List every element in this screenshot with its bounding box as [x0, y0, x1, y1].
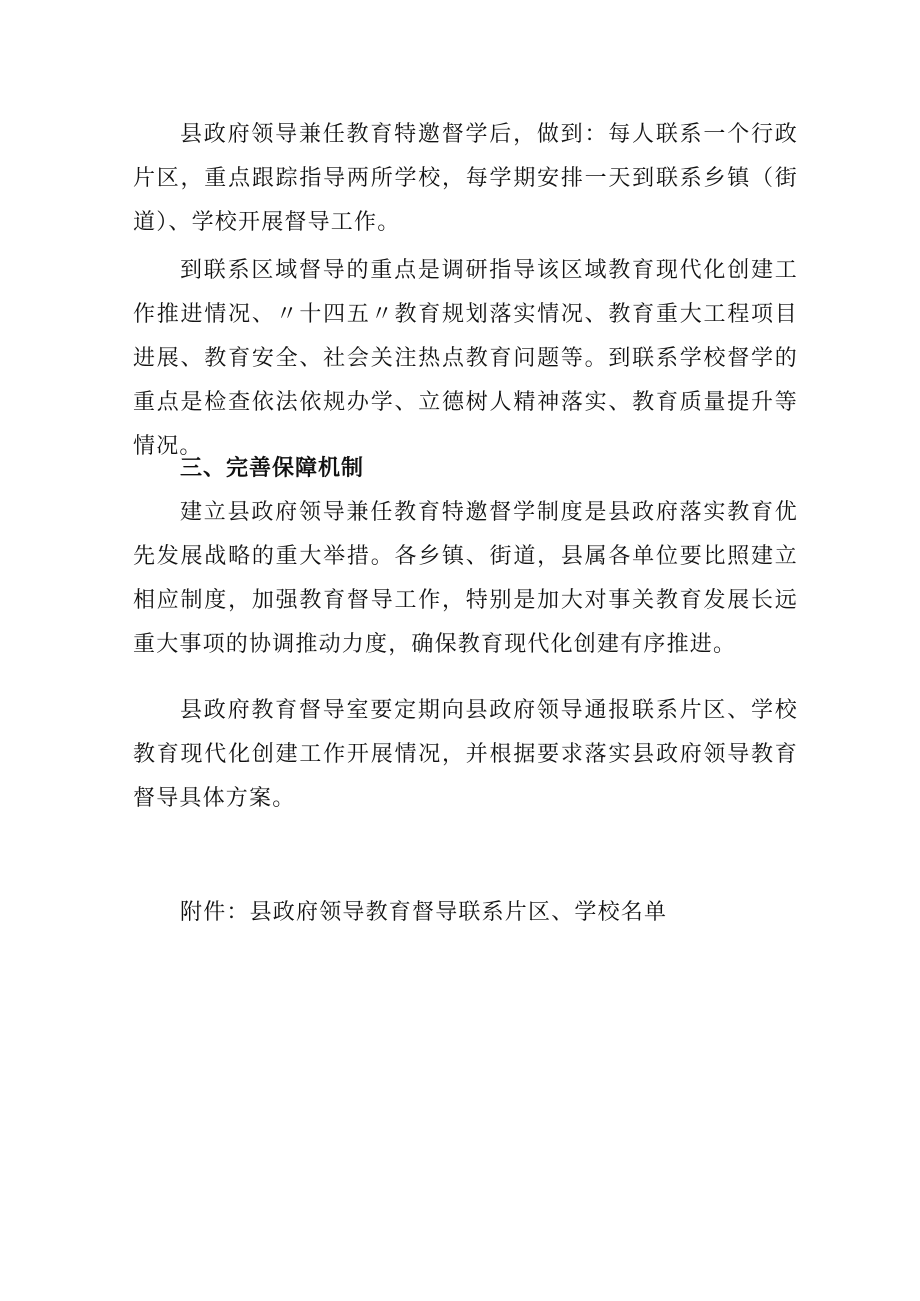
- paragraph-supervision-duties: 县政府领导兼任教育特邀督学后，做到：每人联系一个行政片区，重点跟踪指导两所学校，每学期安排一天到联系乡镇（街道）、学校开展督导工作。: [133, 122, 798, 235]
- attachment-note: 附件：县政府领导教育督导联系片区、学校名单: [180, 900, 668, 925]
- paragraph-system-establishment: 建立县政府领导兼任教育特邀督学制度是县政府落实教育优先发展战略的重大举措。各乡镇、街道，县属各单位要比照建立相应制度，加强教育督导工作，特别是加大对事关教育发展长远重大事项的协调推动力度，确保教育现代化创建有序推进。: [133, 500, 798, 657]
- paragraph-supervision-focus: 到联系区域督导的重点是调研指导该区域教育现代化创建工作推进情况、〃十四五〃教育规划落实情况、教育重大工程项目进展、教育安全、社会关注热点教育问题等。到联系学校督学的重点是检查依法依规办学、立德树人精神落实、教育质量提升等情况。: [133, 258, 798, 459]
- paragraph-reporting: 县政府教育督导室要定期向县政府领导通报联系片区、学校教育现代化创建工作开展情况，并根据要求落实县政府领导教育督导具体方案。: [133, 698, 798, 811]
- section-heading: 三、完善保障机制: [180, 456, 365, 481]
